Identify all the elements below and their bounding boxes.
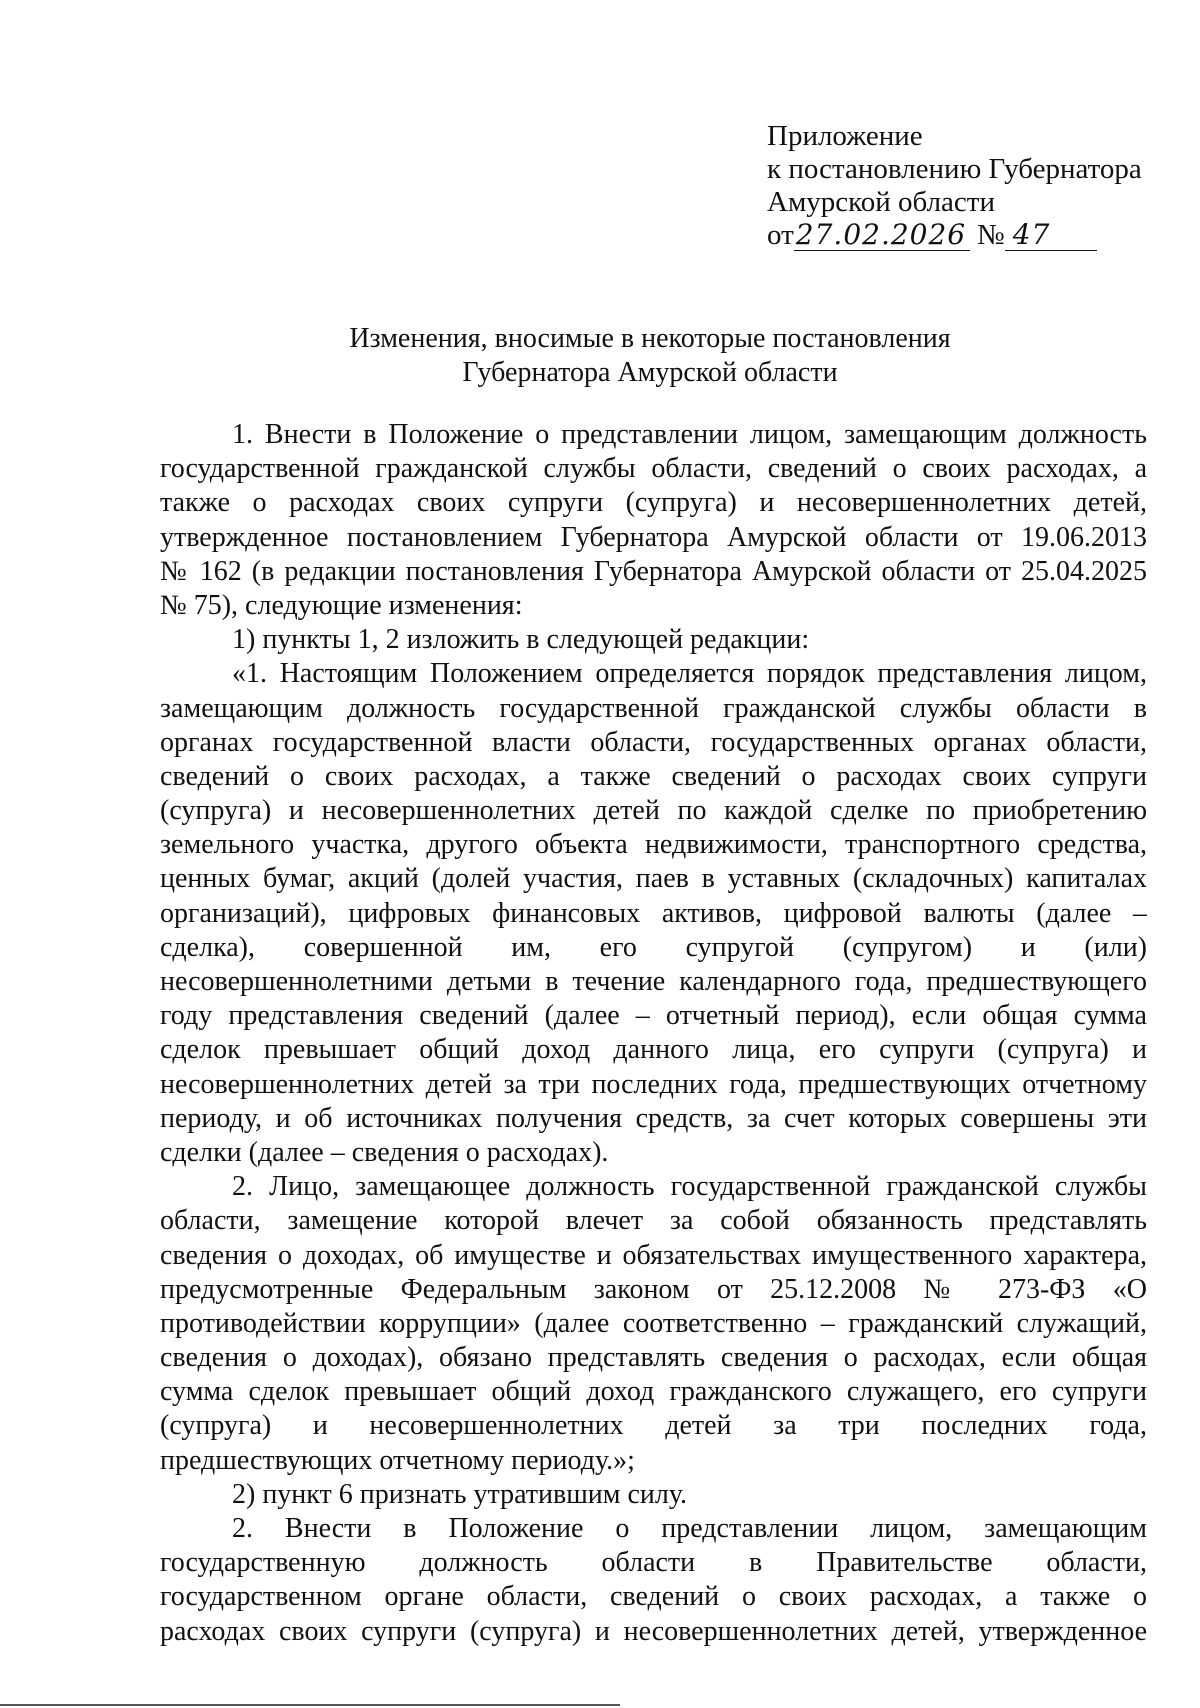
body-line: сведения о доходах, об имуществе и обязательствах имущественного характера,: [160, 1239, 1147, 1271]
body-line: сделки (далее – сведения о расходах).: [160, 1136, 609, 1168]
body-line: сделок превышает общий доход данного лица, его супруги (супруга) и: [160, 1034, 1147, 1066]
body-line: № 162 (в редакции постановления Губернатора Амурской области от 25.04.2025: [160, 555, 1147, 587]
body-line: утвержденное постановлением Губернатора Амурской области от 19.06.2013: [160, 521, 1147, 553]
body-line: 2) пункт 6 признать утратившим силу.: [232, 1478, 688, 1510]
body-line: также о расходах своих супруги (супруга) и несовершеннолетних детей,: [160, 487, 1147, 519]
body-line: 1. Внести в Положение о представлении лицом, замещающим должность: [232, 419, 1147, 450]
body-line: (супруга) и несовершеннолетних детей по каждой сделке по приобретению: [160, 795, 1147, 827]
body-line: государственную должность области в Правительстве области,: [160, 1547, 1147, 1579]
body-line: предшествующих отчетному периоду.»;: [160, 1444, 635, 1476]
scan-edge-line: [0, 1704, 620, 1706]
document-title: [160, 322, 1140, 390]
body-line: противодействии коррупции» (далее соответственно – гражданский служащий,: [160, 1307, 1147, 1339]
body-line: (супруга) и несовершеннолетних детей за три последних года,: [160, 1410, 1147, 1442]
handwritten-number: 47: [1005, 220, 1097, 251]
body-line: «1. Настоящим Положением определяется порядок представления лицом,: [232, 658, 1147, 690]
body-line: замещающим должность государственной гражданской службы области в: [160, 692, 1147, 724]
body-line: году представления сведений (далее – отчетный период), если общая сумма: [160, 1000, 1147, 1032]
body-line: земельного участка, другого объекта недвижимости, транспортного средства,: [160, 829, 1147, 861]
title-line-2: Губернатора Амурской области: [462, 357, 838, 388]
appendix-reference: к постановлению Губернатора: [767, 153, 1142, 185]
body-line: государственном органе области, сведений о своих расходах, а также о: [160, 1581, 1147, 1613]
body-line: органах государственной власти области, государственных органах области,: [160, 726, 1147, 758]
body-line: несовершеннолетних детей за три последних года, предшествующих отчетному: [160, 1068, 1147, 1100]
appendix-header: [767, 120, 1142, 252]
body-line: области, замещение которой влечет за собой обязанность представлять: [160, 1205, 1147, 1237]
body-line: несовершеннолетними детьми в течение календарного года, предшествующего: [160, 966, 1147, 997]
body-line: организаций), цифровых финансовых активов, цифровой валюты (далее –: [160, 897, 1147, 929]
appendix-region: Амурской области: [767, 186, 995, 218]
body-line: 2. Лицо, замещающее должность государственной гражданской службы: [232, 1171, 1147, 1203]
body-line: расходах своих супруги (супруга) и несовершеннолетних детей, утвержденное: [160, 1615, 1147, 1647]
appendix-date-line: [767, 219, 1142, 252]
body-line: государственной гражданской службы области, сведений о своих расходах, а: [160, 453, 1147, 485]
number-sign: №: [977, 219, 1005, 251]
body-line: № 75), следующие изменения:: [160, 589, 523, 621]
date-prefix: от: [767, 219, 794, 251]
handwritten-date: 27.02.2026: [794, 220, 970, 251]
body-line: 2. Внести в Положение о представлении лицом, замещающим: [232, 1513, 1147, 1544]
appendix-title: Приложение: [767, 120, 923, 152]
body-line: периоду, и об источниках получения средств, за счет которых совершены эти: [160, 1102, 1147, 1134]
body-line: сведения о доходах), обязано представлять сведения о расходах, если общая: [160, 1342, 1147, 1374]
title-line-1: Изменения, вносимые в некоторые постановления: [349, 323, 951, 354]
body-line: сведений о своих расходах, а также сведений о расходах своих супруги: [160, 760, 1147, 792]
document-body: [160, 418, 1147, 1649]
body-line: сумма сделок превышает общий доход гражданского служащего, его супруги: [160, 1376, 1147, 1408]
body-line: предусмотренные Федеральным законом от 25.12.2008 № 273-ФЗ «О: [160, 1273, 1147, 1305]
body-line: 1) пункты 1, 2 изложить в следующей редакции:: [232, 624, 810, 656]
body-line: сделка), совершенной им, его супругой (супругом) и (или): [160, 931, 1147, 963]
body-line: ценных бумаг, акций (долей участия, паев в уставных (складочных) капиталах: [160, 863, 1147, 895]
